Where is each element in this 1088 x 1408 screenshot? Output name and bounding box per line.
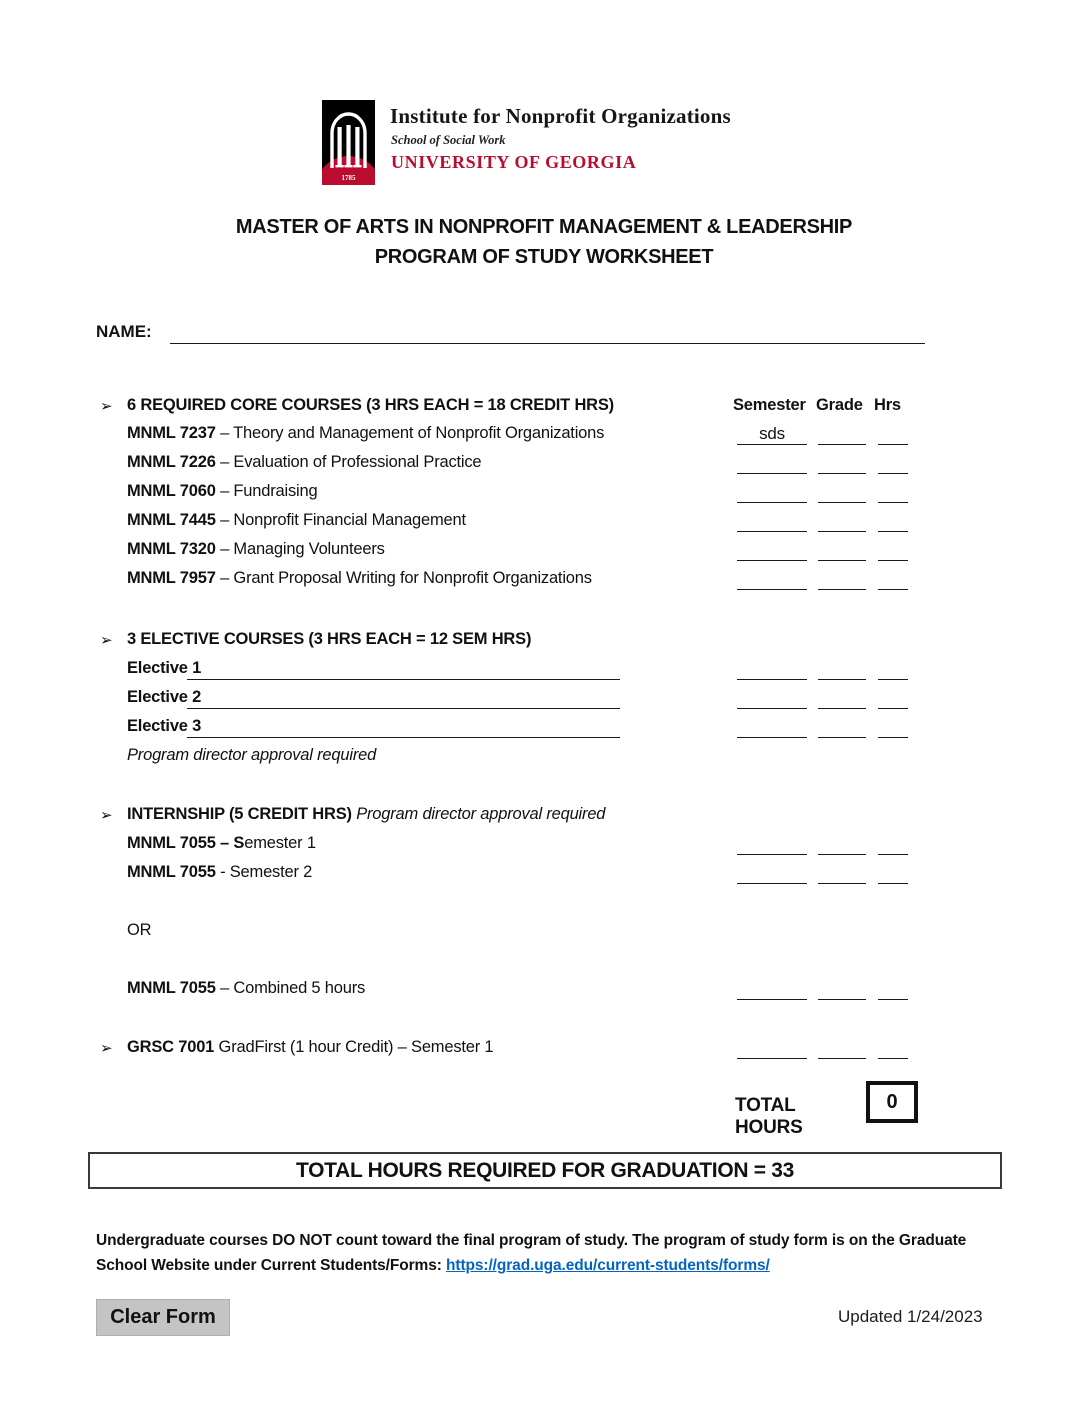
- elective-row: [0, 659, 1088, 682]
- semester-field[interactable]: [737, 569, 807, 590]
- hrs-field[interactable]: [878, 834, 908, 855]
- total-hours-field[interactable]: 0: [866, 1081, 918, 1123]
- course-desc: – Grant Proposal Writing for Nonprofit Organizations: [215, 569, 592, 587]
- hrs-field[interactable]: [878, 511, 908, 532]
- name-field[interactable]: [170, 323, 925, 344]
- document-title-line1: MASTER OF ARTS IN NONPROFIT MANAGEMENT & LEADERSHIP: [235, 216, 853, 238]
- elective-name-field[interactable]: [187, 659, 620, 680]
- grade-field[interactable]: [818, 511, 866, 532]
- semester-field[interactable]: [737, 863, 807, 884]
- school-name: School of Social Work: [391, 133, 506, 147]
- institute-name: Institute for Nonprofit Organizations: [390, 104, 731, 128]
- hrs-field[interactable]: [878, 569, 908, 590]
- hrs-field[interactable]: [878, 863, 908, 884]
- arrow-bullet-icon: ➢: [100, 1040, 113, 1057]
- course-code: MNML 7226: [127, 453, 216, 471]
- svg-text:1785: 1785: [341, 174, 356, 182]
- course-row: [0, 569, 1088, 592]
- footer-note-text: Undergraduate courses DO NOT count toward the final program of study. The program of study form is on the Graduate School Website under Current Students/Forms:: [96, 1232, 967, 1274]
- course-desc: – Fundraising: [215, 482, 318, 500]
- course-code: MNML 7060: [127, 482, 216, 500]
- electives-approval-note: Program director approval required: [127, 746, 377, 764]
- column-header-hrs: Hrs: [874, 396, 901, 414]
- semester-field[interactable]: [737, 688, 807, 709]
- hrs-field[interactable]: [878, 424, 908, 445]
- elective-label: Elective 1: [127, 659, 202, 677]
- course-row: [0, 540, 1088, 563]
- internship-approval-note: Program director approval required: [356, 805, 606, 823]
- or-separator: OR: [127, 921, 152, 939]
- elective-label: Elective 3: [127, 717, 202, 735]
- grade-field[interactable]: [818, 863, 866, 884]
- semester-field[interactable]: [737, 834, 807, 855]
- clear-form-button[interactable]: Clear Form: [96, 1299, 230, 1336]
- electives-section-header: [0, 630, 1088, 653]
- grade-field[interactable]: [818, 482, 866, 503]
- semester-field[interactable]: [737, 979, 807, 1000]
- semester-field[interactable]: [737, 482, 807, 503]
- elective-row: [0, 717, 1088, 740]
- course-desc: – Managing Volunteers: [215, 540, 385, 558]
- semester-field[interactable]: sds: [737, 424, 807, 445]
- grade-field[interactable]: [818, 569, 866, 590]
- hrs-field[interactable]: [878, 688, 908, 709]
- name-label: NAME:: [96, 322, 152, 341]
- course-code: MNML 7957: [127, 569, 216, 587]
- course-code: MNML 7237: [127, 424, 216, 442]
- graduation-total-banner: TOTAL HOURS REQUIRED FOR GRADUATION = 33: [88, 1152, 1002, 1189]
- footer-note: [96, 1228, 996, 1278]
- core-section-header: [0, 396, 1088, 419]
- elective-name-field[interactable]: [187, 717, 620, 738]
- elective-name-field[interactable]: [187, 688, 620, 709]
- hrs-field[interactable]: [878, 540, 908, 561]
- electives-section-heading: 3 ELECTIVE COURSES (3 HRS EACH = 12 SEM HRS): [127, 630, 532, 648]
- semester-field[interactable]: [737, 1038, 807, 1059]
- semester-field[interactable]: [737, 511, 807, 532]
- course-row: [0, 482, 1088, 505]
- gradfirst-row: [0, 1038, 1088, 1061]
- course-desc: GradFirst (1 hour Credit) – Semester 1: [214, 1038, 494, 1056]
- column-header-grade: Grade: [816, 396, 863, 414]
- course-row: [0, 511, 1088, 534]
- grade-field[interactable]: [818, 424, 866, 445]
- internship-row: [0, 863, 1088, 886]
- course-code: MNML 7055 – S: [127, 834, 245, 852]
- course-row: [0, 424, 1088, 447]
- updated-date: Updated 1/24/2023: [838, 1307, 983, 1326]
- hrs-field[interactable]: [878, 1038, 908, 1059]
- arrow-bullet-icon: ➢: [100, 632, 113, 649]
- course-code: MNML 7055: [127, 863, 216, 881]
- course-code: MNML 7055: [127, 979, 216, 997]
- course-row: [0, 453, 1088, 476]
- internship-section-header: [0, 805, 1088, 828]
- grade-field[interactable]: [818, 659, 866, 680]
- grade-field[interactable]: [818, 453, 866, 474]
- semester-field[interactable]: [737, 453, 807, 474]
- course-desc: emester 1: [244, 834, 316, 852]
- graduate-forms-link[interactable]: https://grad.uga.edu/current-students/forms/: [446, 1257, 770, 1274]
- hrs-field[interactable]: [878, 659, 908, 680]
- course-desc: – Combined 5 hours: [215, 979, 366, 997]
- grade-field[interactable]: [818, 834, 866, 855]
- core-section-heading: 6 REQUIRED CORE COURSES (3 HRS EACH = 18 CREDIT HRS): [127, 396, 614, 414]
- hrs-field[interactable]: [878, 979, 908, 1000]
- total-hours-label: TOTAL HOURS: [735, 1095, 803, 1138]
- hrs-field[interactable]: [878, 717, 908, 738]
- course-desc: – Nonprofit Financial Management: [215, 511, 466, 529]
- semester-field[interactable]: [737, 717, 807, 738]
- elective-row: [0, 688, 1088, 711]
- semester-field[interactable]: [737, 659, 807, 680]
- internship-heading: INTERNSHIP (5 CREDIT HRS): [127, 805, 352, 823]
- grade-field[interactable]: [818, 540, 866, 561]
- uga-arch-logo-icon: [322, 100, 375, 185]
- course-code: GRSC 7001: [127, 1038, 215, 1056]
- course-code: MNML 7320: [127, 540, 216, 558]
- column-header-semester: Semester: [733, 396, 806, 414]
- grade-field[interactable]: [818, 1038, 866, 1059]
- grade-field[interactable]: [818, 717, 866, 738]
- grade-field[interactable]: [818, 979, 866, 1000]
- course-desc: – Theory and Management of Nonprofit Organizations: [215, 424, 605, 442]
- course-desc: - Semester 2: [215, 863, 313, 881]
- elective-label: Elective 2: [127, 688, 202, 706]
- arrow-bullet-icon: ➢: [100, 398, 113, 415]
- internship-row: [0, 834, 1088, 857]
- university-name: UNIVERSITY OF GEORGIA: [391, 152, 637, 172]
- course-desc: – Evaluation of Professional Practice: [215, 453, 482, 471]
- grade-field[interactable]: [818, 688, 866, 709]
- arrow-bullet-icon: ➢: [100, 807, 113, 824]
- hrs-field[interactable]: [878, 453, 908, 474]
- internship-combined-row: [0, 979, 1088, 1002]
- semester-field[interactable]: [737, 540, 807, 561]
- document-title-line2: PROGRAM OF STUDY WORKSHEET: [374, 246, 714, 268]
- course-code: MNML 7445: [127, 511, 216, 529]
- hrs-field[interactable]: [878, 482, 908, 503]
